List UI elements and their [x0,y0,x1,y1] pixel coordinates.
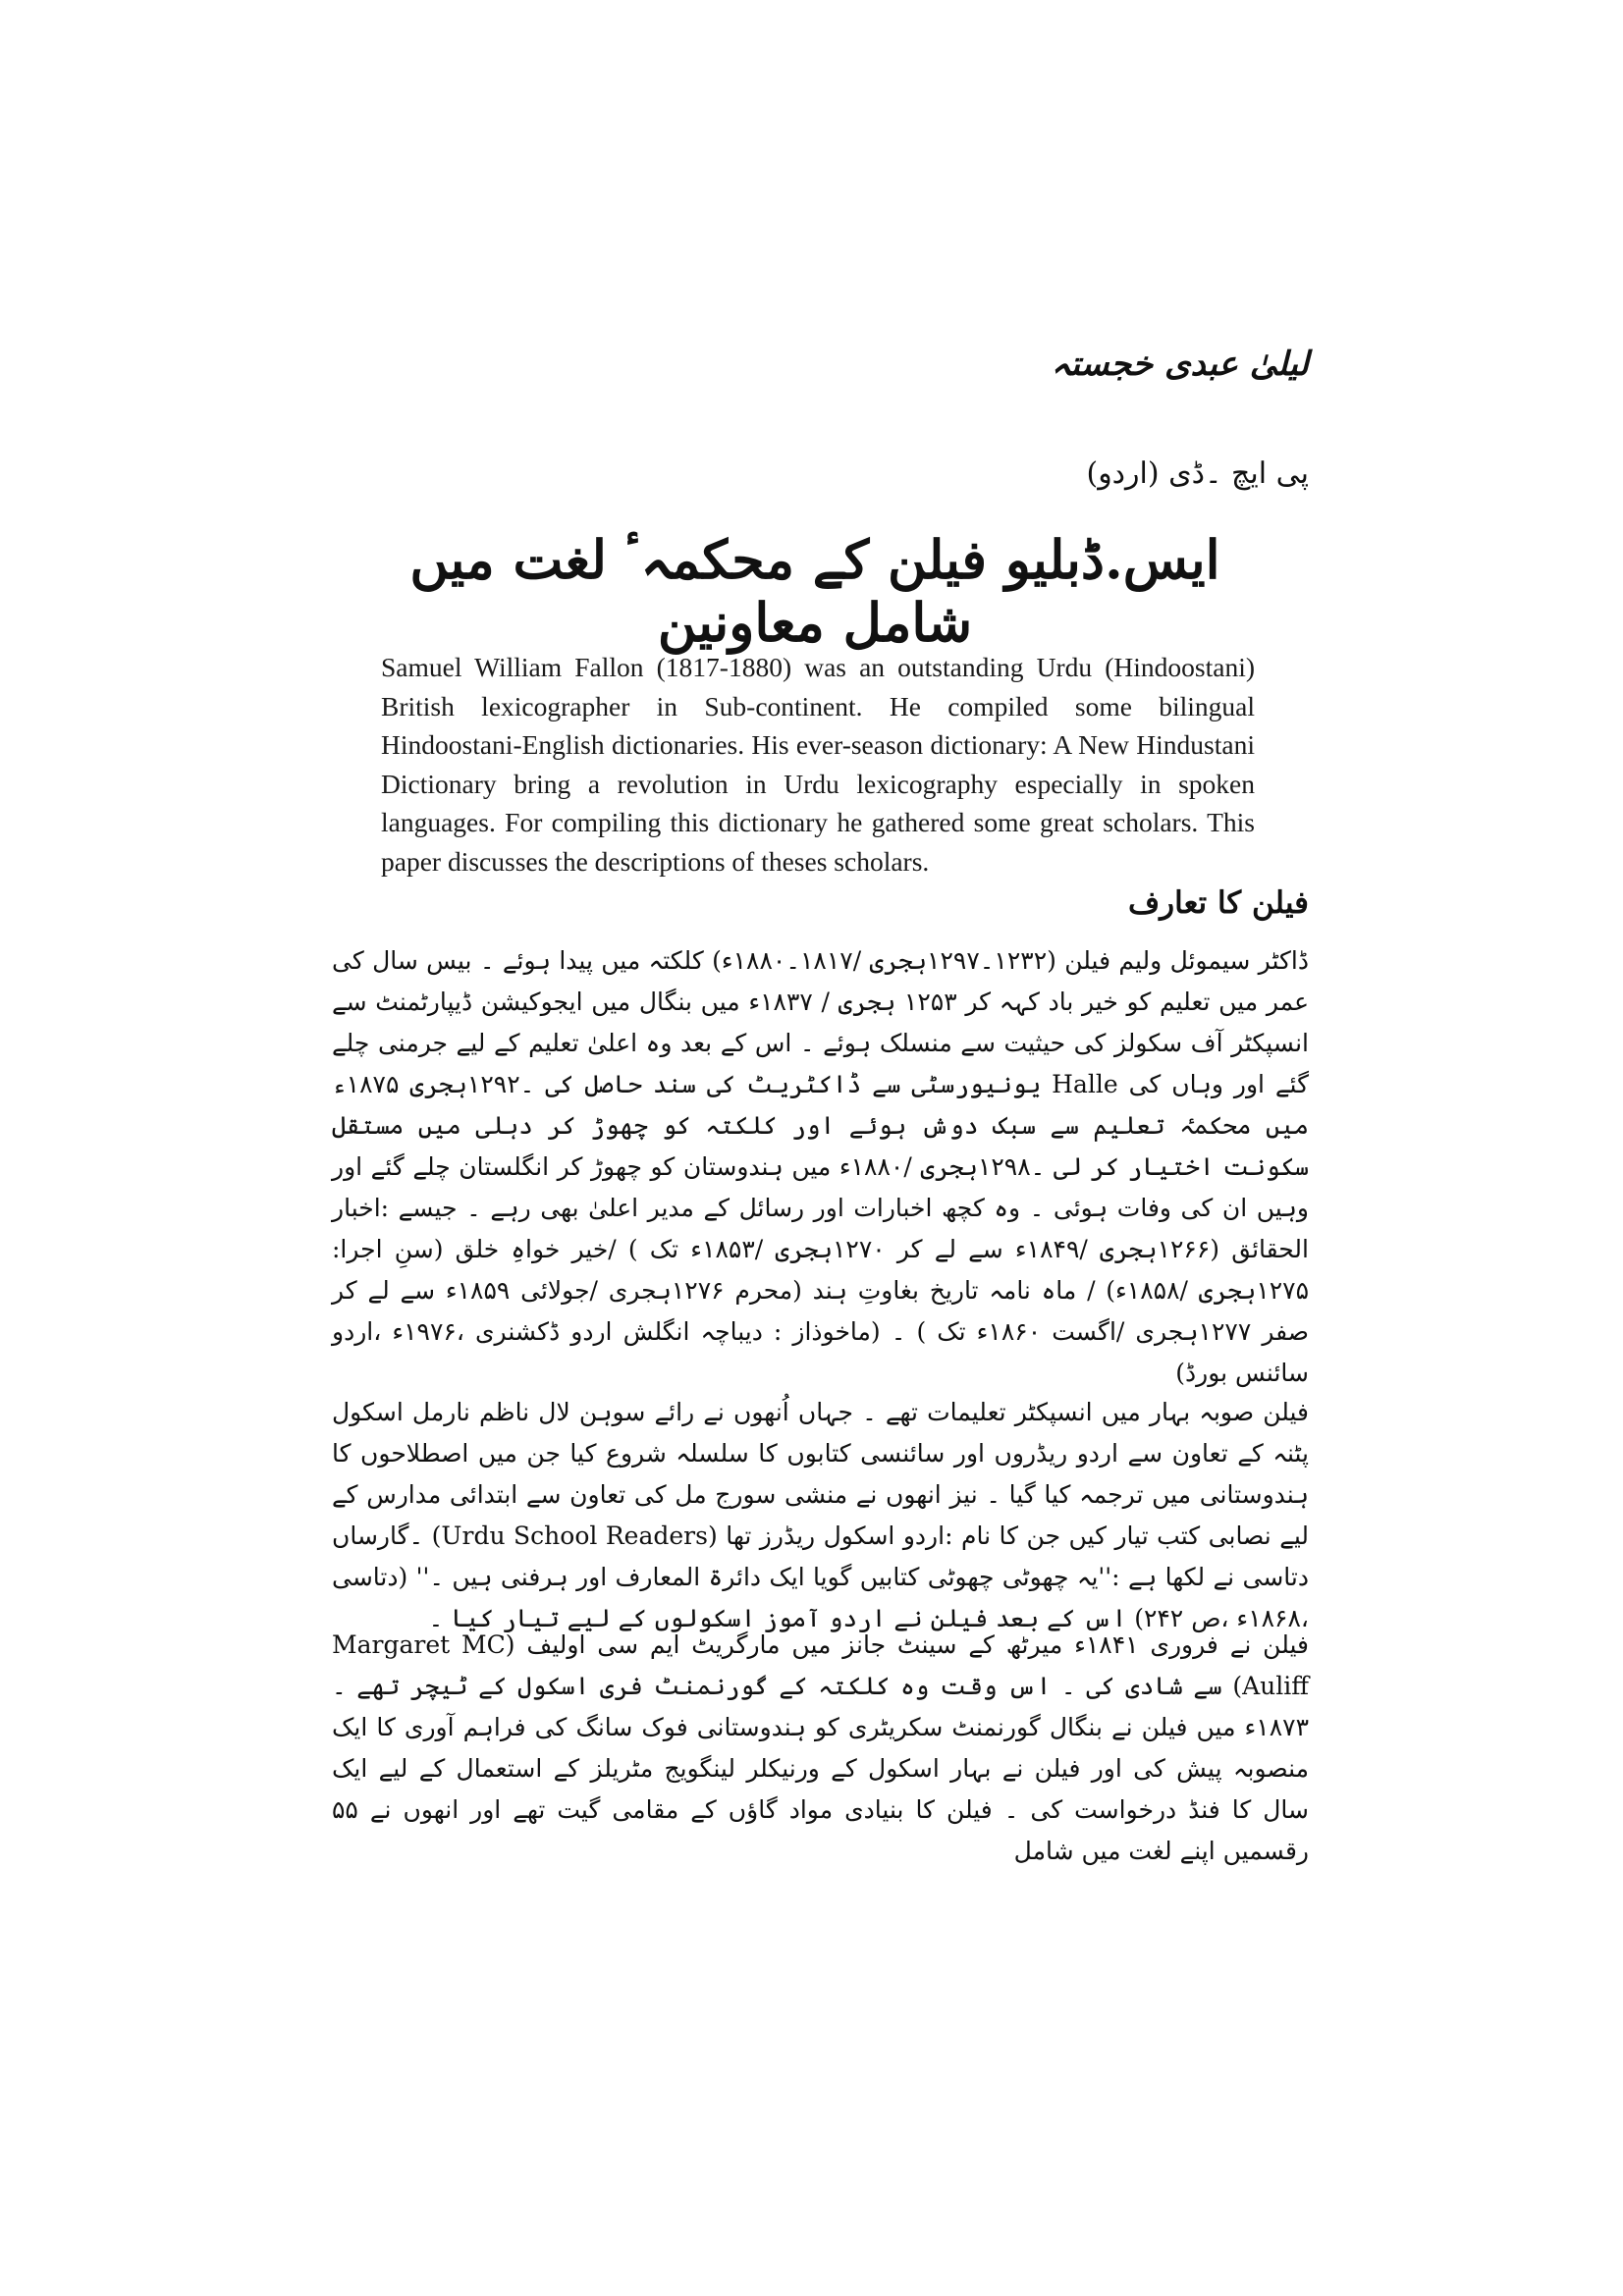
author-degree: پی ایچ ۔ڈی (اردو) [1086,456,1309,491]
abstract: Samuel William Fallon (1817-1880) was an outstanding Urdu (Hindoostani) British lexicographer in Sub-continent. He compiled some bilingual Hindoostani-English dictionaries. His ever-season dictionary: A New Hindustani Dictionary bring a revolution in Urdu lexicography especially in spoken languages. For compiling this dictionary he gathered some great scholars. This paper discusses the descriptions of theses scholars. [381,652,1255,877]
paragraph-2 [332,1392,1309,1639]
paragraph-1 [332,940,1309,1394]
paragraph-3 [332,1625,1309,1872]
paragraph-3-text: فیلن نے فروری ۱۸۴۱ء میرٹھ کے سینٹ جانز میں مارگریٹ ایم سی اولیف (Margaret MC Auliff) سے شادی کی ۔ اس وقت وہ کلکتہ کے گورنمنٹ فری اسکول کے ٹیچر تھے ۔۱۸۷۳ء میں فیلن نے بنگال گورنمنٹ سکریٹری کو ہندوستانی فوک سانگ کی فراہم آوری کا ایک منصوبہ پیش کی اور فیلن نے بہار اسکول کے ورنیکلر لینگویج مٹریلز کے استعمال کے لیے ایک سال کا فنڈ درخواست کی ۔ فیلن کا بنیادی مواد گاؤں کے مقامی گیت تھے اور انھوں نے ۵۵ رقسمیں اپنے لغت میں شامل [332,1630,1309,1865]
author-name: لیلیٰ عبدی خجستہ [1051,345,1309,384]
paragraph-2-text: فیلن صوبہ بہار میں انسپکٹر تعلیمات تھے ۔ جہاں اُنھوں نے رائے سوہن لال ناظم نارمل اسکول پٹنہ کے تعاون سے اردو ریڈروں اور سائنسی کتابوں کا سلسلہ شروع کیا جن میں اصطلاحوں کا ہندوستانی میں ترجمہ کیا گیا ۔ نیز انھوں نے منشی سورج مل کی تعاون سے ابتدائی مدارس کے لیے نصابی کتب تیار کیں جن کا نام :اردو اسکول ریڈرز تھا (Urdu School Readers) ۔گارساں دتاسی نے لکھا ہے :''یہ چھوٹی چھوٹی کتابیں گویا ایک دائرۃ المعارف اور ہرفنی ہیں ۔'' (دتاسی ،۱۸۶۸ء ،ص ۲۴۲) اس کے بعد فیلن نے اردو آموز اسکولوں کے لیے تیار کیا ۔ [332,1398,1309,1632]
paper-title: ایس.ڈبلیو فیلن کے محکمہٴ لغت میں شامل معاونین [409,528,1220,654]
paragraph-1-text: ڈاکٹر سیموئل ولیم فیلن (۱۲۳۲۔۱۲۹۷ہجری /۱۸۱۷۔۱۸۸۰ء) کلکتہ میں پیدا ہوئے ۔ بیس سال کی عمر میں تعلیم کو خیر باد کہہ کر ۱۲۵۳ ہجری / ۱۸۳۷ء میں بنگال میں ایجوکیشن ڈیپارٹمنٹ سے انسپکٹر آف سکولز کی حیثیت سے منسلک ہوئے ۔ اس کے بعد وہ اعلیٰ تعلیم کے لیے جرمنی چلے گئے اور وہاں کی Halle یونیورسٹی سے ڈاکٹریٹ کی سند حاصل کی ۔۱۲۹۲ہجری ۱۸۷۵ء میں محکمہٴ تعلیم سے سبک دوش ہوئے اور کلکتہ کو چھوڑ کر دہلی میں مستقل سکونت اختیار کر لی ۔۱۲۹۸ہجری /۱۸۸۰ء میں ہندوستان کو چھوڑ کر انگلستان چلے گئے اور وہیں ان کی وفات ہوئی ۔ وہ کچھ اخبارات اور رسائل کے مدیر اعلیٰ بھی رہے ۔ جیسے :اخبار الحقائق (۱۲۶۶ہجری /۱۸۴۹ء سے لے کر ۱۲۷۰ہجری /۱۸۵۳ء تک ) /خیر خواہِ خلق (سنِ اجرا: ۱۲۷۵ہجری /۱۸۵۸ء) / ماہ نامہ تاریخ بغاوتِ ہند (محرم ۱۲۷۶ہجری /جولائی ۱۸۵۹ء سے لے کر صفر ۱۲۷۷ہجری /اگست ۱۸۶۰ء تک ) ۔ (ماخوذاز : دیباچہ انگلش اردو ڈکشنری ،۱۹۷۶ء ،اردو سائنس بورڈ) [332,946,1310,1387]
section-heading: فیلن کا تعارف [1128,885,1309,921]
